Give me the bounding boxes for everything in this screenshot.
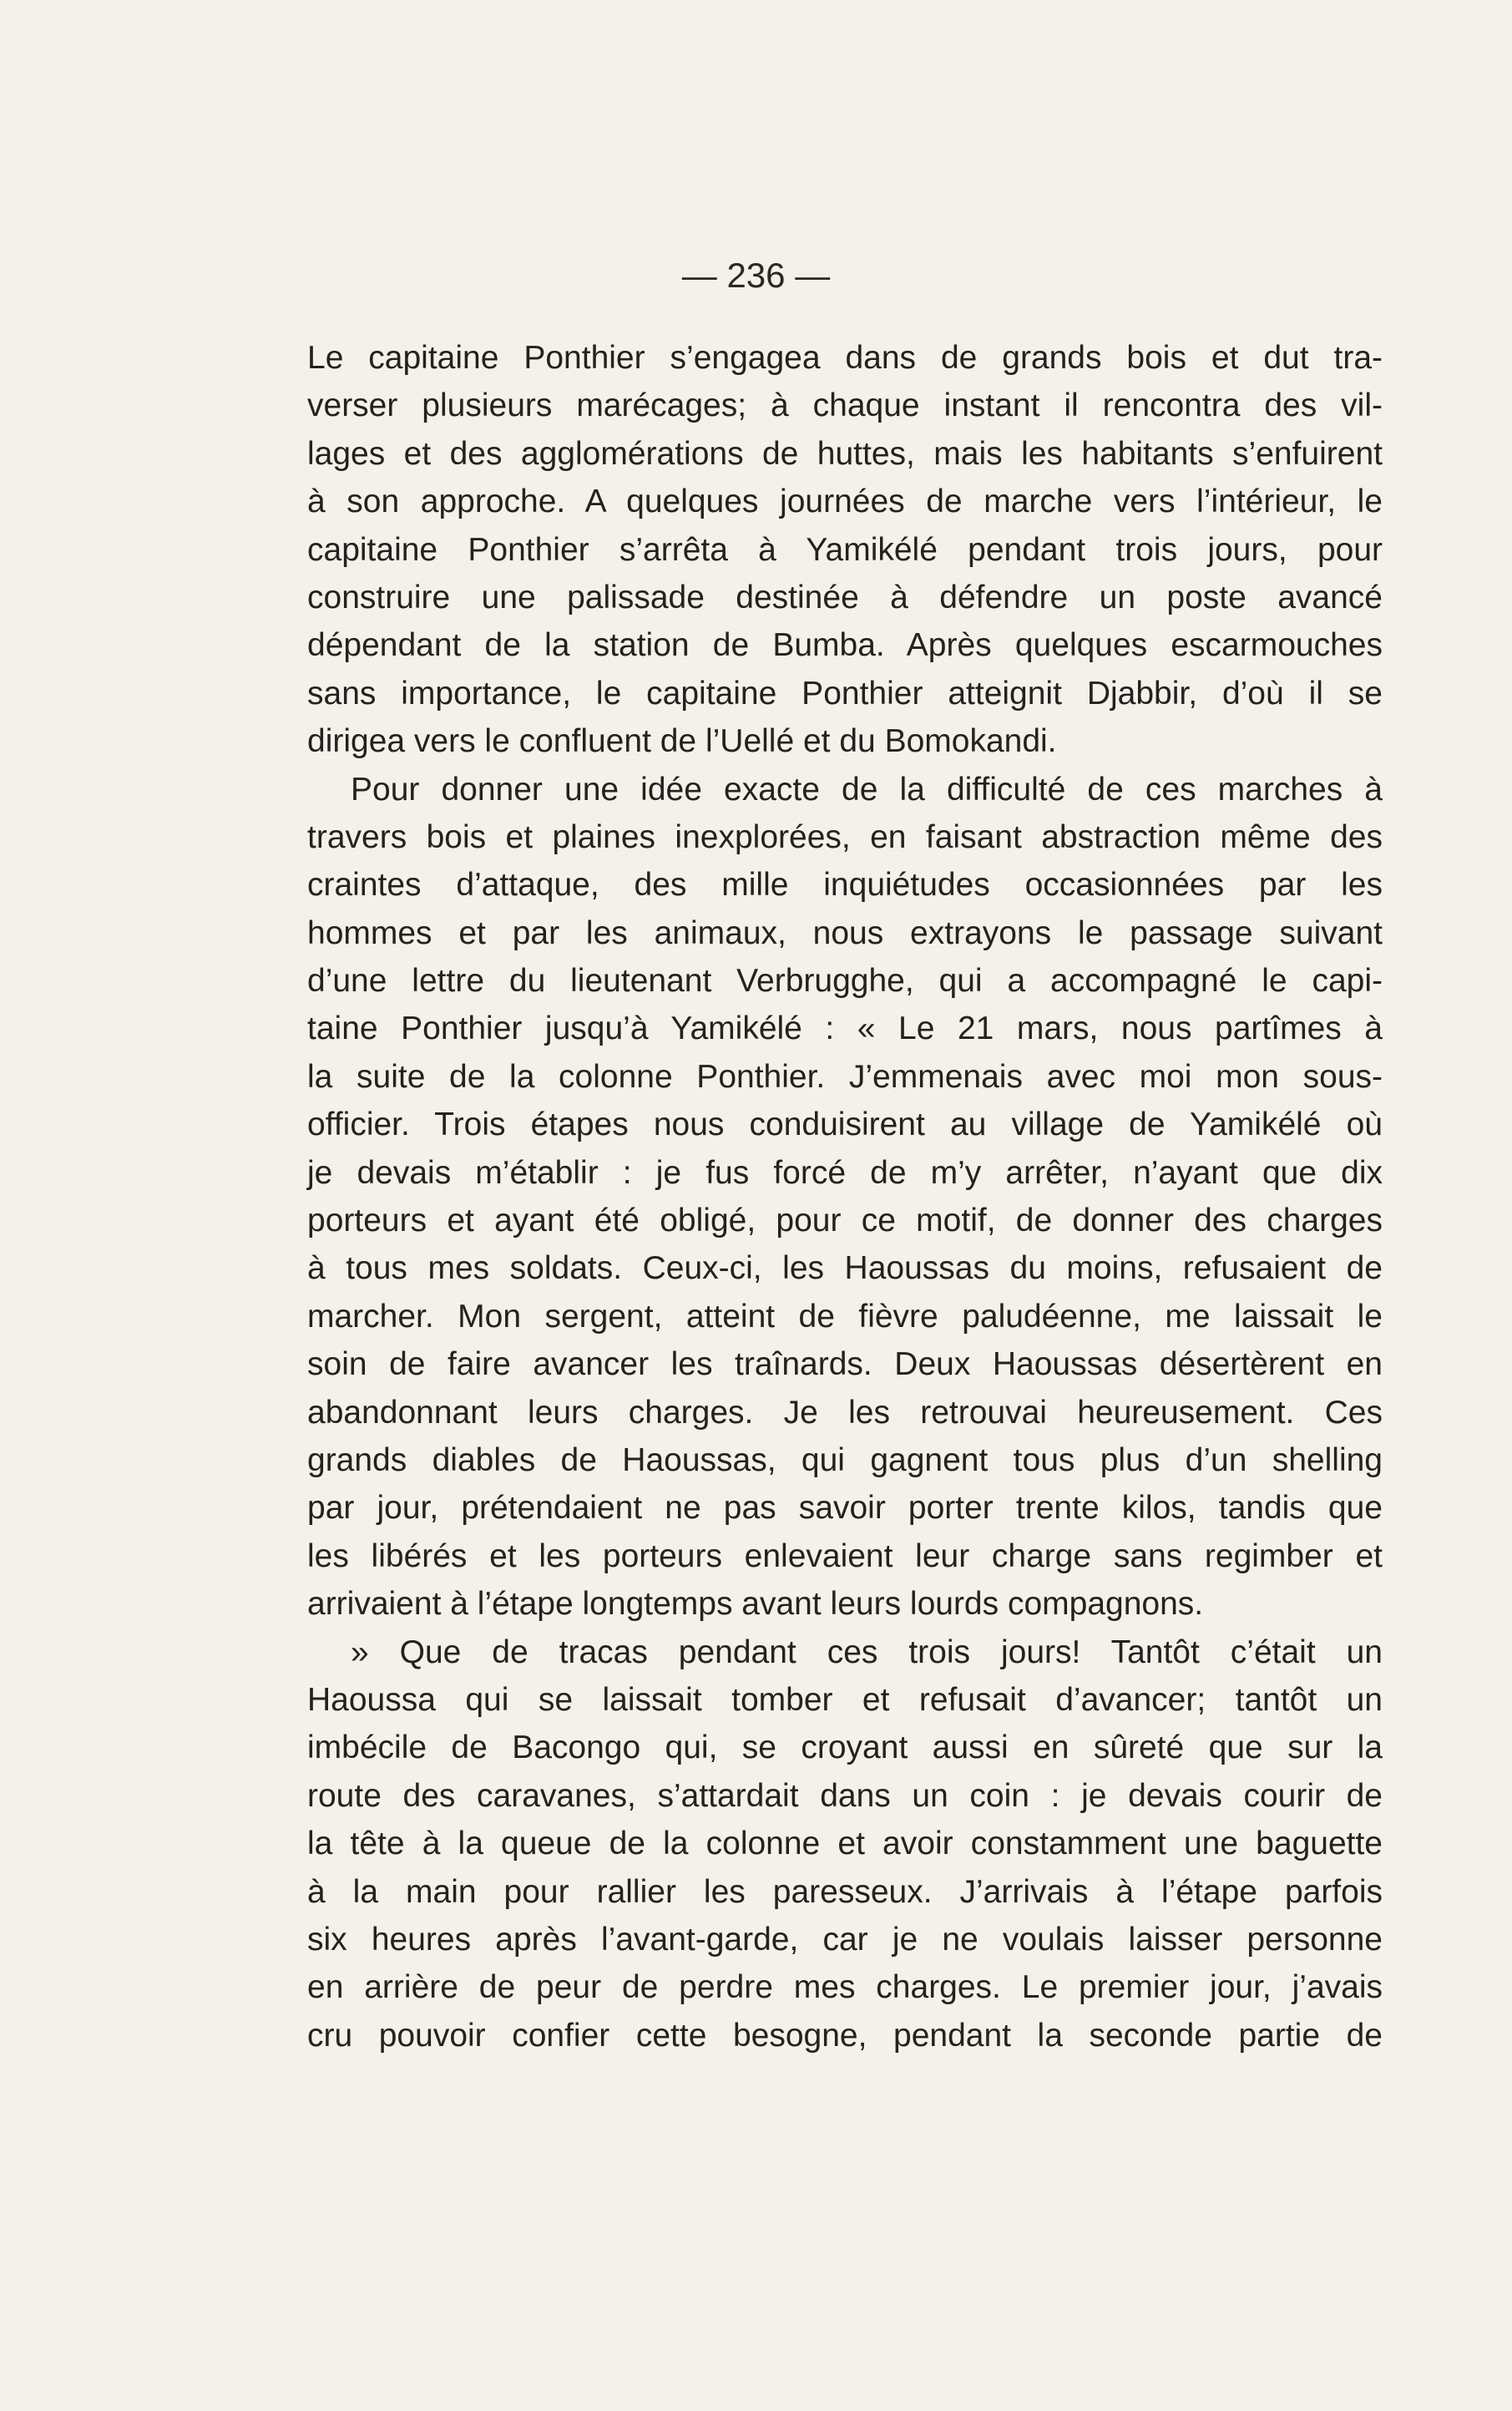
text-line: la tête à la queue de la colonne et avoir constamment une baguette — [307, 1826, 1383, 1862]
text-line: construire une palissade destinée à défendre un poste avancé — [307, 579, 1383, 615]
text-line: route des caravanes, s’attardait dans un coin : je devais courir de — [307, 1777, 1383, 1814]
text-line: marcher. Mon sergent, atteint de fièvre paludéenne, me laissait le — [307, 1298, 1383, 1335]
text-line: six heures après l’avant-garde, car je ne voulais laisser personne — [307, 1921, 1383, 1958]
text-line: la suite de la colonne Ponthier. J’emmenais avec moi mon sous- — [307, 1058, 1383, 1095]
text-line: à son approche. A quelques journées de marche vers l’intérieur, le — [307, 484, 1383, 520]
text-line: officier. Trois étapes nous conduisirent au village de Yamikélé où — [307, 1107, 1383, 1143]
text-line: dirigea vers le confluent de l’Uellé et du Bomokandi. — [307, 723, 1057, 760]
text-line: dépendant de la station de Bumba. Après quelques escarmouches — [307, 627, 1383, 664]
text-line: craintes d’attaque, des mille inquiétudes occasionnées par les — [307, 867, 1383, 904]
text-line: taine Ponthier jusqu’à Yamikélé : « Le 21 mars, nous partîmes à — [307, 1010, 1383, 1047]
text-line: à tous mes soldats. Ceux-ci, les Haoussas du moins, refusaient de — [307, 1250, 1383, 1287]
text-line: Le capitaine Ponthier s’engagea dans de grands bois et dut tra- — [307, 340, 1383, 376]
text-line: grands diables de Haoussas, qui gagnent tous plus d’un shelling — [307, 1441, 1383, 1478]
text-line: soin de faire avancer les traînards. Deux Haoussas désertèrent en — [307, 1346, 1383, 1383]
text-line: lages et des agglomérations de huttes, mais les habitants s’enfuirent — [307, 435, 1383, 472]
text-line: capitaine Ponthier s’arrêta à Yamikélé pendant trois jours, pour — [307, 531, 1383, 568]
page-number: — 236 — — [681, 256, 831, 295]
text-line: Pour donner une idée exacte de la difficulté de ces marches à — [351, 771, 1383, 808]
text-line: porteurs et ayant été obligé, pour ce motif, de donner des charges — [307, 1203, 1383, 1239]
text-line: je devais m’établir : je fus forcé de m’y arrêter, n’ayant que dix — [307, 1154, 1383, 1191]
text-line: hommes et par les animaux, nous extrayons le passage suivant — [307, 914, 1383, 951]
body-text — [307, 334, 1383, 2059]
text-line: travers bois et plaines inexplorées, en faisant abstraction même des — [307, 818, 1383, 855]
text-line: » Que de tracas pendant ces trois jours! Tantôt c’était un — [351, 1634, 1383, 1670]
text-line: à la main pour rallier les paresseux. J’arrivais à l’étape parfois — [307, 1873, 1383, 1910]
text-line: sans importance, le capitaine Ponthier atteignit Djabbir, d’où il se — [307, 675, 1383, 712]
text-line: verser plusieurs marécages; à chaque instant il rencontra des vil- — [307, 387, 1383, 424]
text-line: abandonnant leurs charges. Je les retrouvai heureusement. Ces — [307, 1394, 1383, 1431]
paragraph — [307, 1628, 1383, 2060]
text-line: arrivaient à l’étape longtemps avant leurs lourds compagnons. — [307, 1586, 1204, 1623]
text-line: imbécile de Bacongo qui, se croyant aussi en sûreté que sur la — [307, 1730, 1383, 1766]
paragraph — [307, 766, 1383, 1628]
text-line: d’une lettre du lieutenant Verbrugghe, qui a accompagné le capi- — [307, 963, 1383, 1000]
text-line: Haoussa qui se laissait tomber et refusait d’avancer; tantôt un — [307, 1681, 1383, 1718]
text-line: les libérés et les porteurs enlevaient leur charge sans regimber et — [307, 1537, 1383, 1574]
paragraph — [307, 334, 1383, 766]
text-line: cru pouvoir confier cette besogne, pendant la seconde partie de — [307, 2017, 1383, 2054]
text-line: par jour, prétendaient ne pas savoir porter trente kilos, tandis que — [307, 1490, 1383, 1527]
text-line: en arrière de peur de perdre mes charges. Le premier jour, j’avais — [307, 1969, 1383, 2006]
